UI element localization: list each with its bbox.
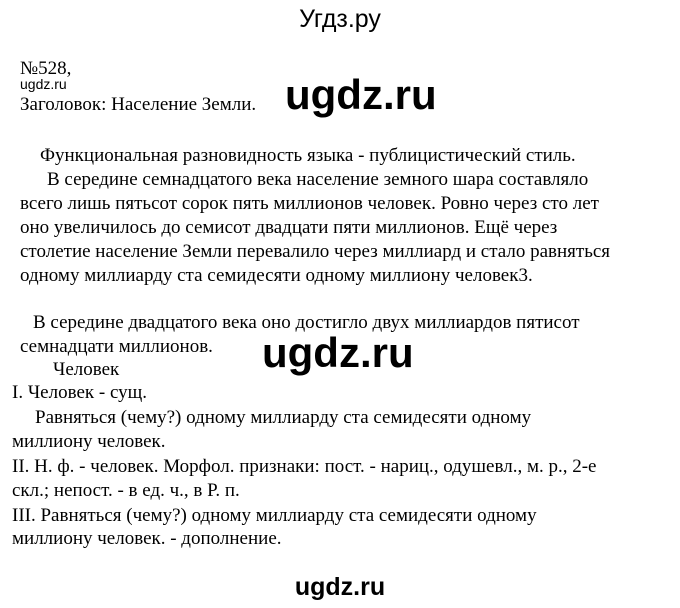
document-heading: Заголовок: Население Земли. bbox=[20, 94, 257, 115]
watermark-small: ugdz.ru bbox=[20, 76, 67, 92]
watermark-large-top: ugdz.ru bbox=[285, 71, 437, 118]
paragraph-2-line-2: семнадцати миллионов. bbox=[20, 336, 213, 357]
paragraph-1-line-5: одному миллиарду ста семидесяти одному миллиону человек3. bbox=[20, 265, 533, 286]
analysis-line-4: II. Н. ф. - человек. Морфол. признаки: пост. - нариц., одушевл., м. р., 2-е bbox=[12, 456, 597, 477]
paragraph-1-line-4: столетие население Земли перевалило через миллиард и стало равняться bbox=[20, 241, 611, 262]
paragraph-1-line-1: В середине семнадцатого века население земного шара составляло bbox=[47, 169, 589, 190]
paragraph-1-line-2: всего лишь пятьсот сорок пять миллионов человек. Ровно через сто лет bbox=[20, 193, 599, 214]
analysis-line-2: Равняться (чему?) одному миллиарду ста семидесяти одному bbox=[35, 407, 532, 428]
word-title: Человек bbox=[53, 359, 120, 380]
task-number: №528, bbox=[20, 58, 72, 79]
paragraph-2-line-1: В середине двадцатого века оно достигло двух миллиардов пятисот bbox=[33, 312, 580, 333]
analysis-line-6: III. Равняться (чему?) одному миллиарду ста семидесяти одному bbox=[12, 505, 537, 526]
paragraph-1-line-3: оно увеличилось до семисот двадцати пяти миллионов. Ещё через bbox=[20, 217, 558, 238]
style-line: Функциональная разновидность языка - публицистический стиль. bbox=[40, 145, 576, 166]
analysis-line-1: I. Человек - сущ. bbox=[12, 382, 148, 403]
analysis-line-7: миллиону человек. - дополнение. bbox=[12, 528, 282, 549]
site-title: Угдз.ру bbox=[299, 5, 381, 33]
analysis-line-5: скл.; непост. - в ед. ч., в Р. п. bbox=[12, 480, 240, 501]
analysis-line-3: миллиону человек. bbox=[12, 431, 166, 452]
watermark-large-middle: ugdz.ru bbox=[262, 329, 414, 376]
watermark-footer: ugdz.ru bbox=[294, 573, 386, 601]
